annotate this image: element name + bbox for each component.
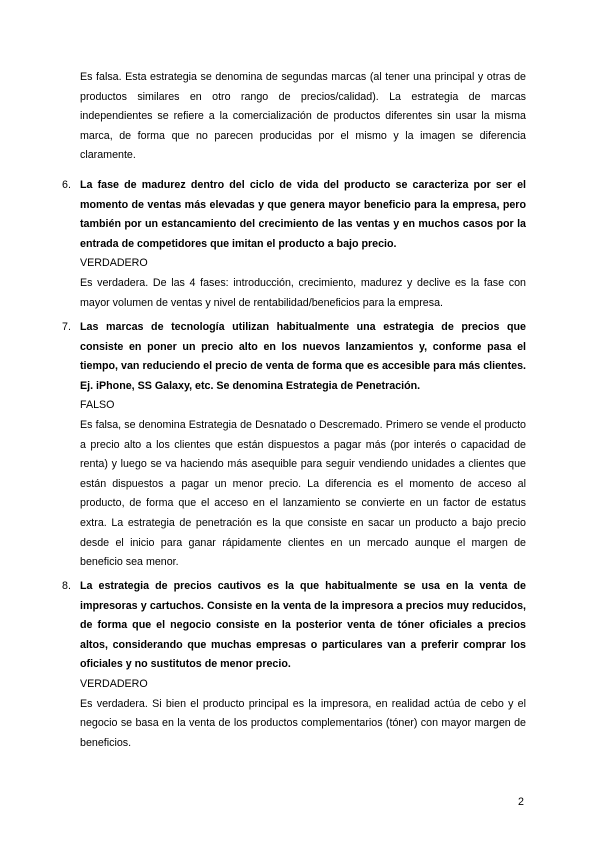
item-question: Las marcas de tecnología utilizan habitualmente una estrategia de precios que consiste en poner un precio alto en los nuevos lanzamientos y, conforme pasa el tiempo, van reduciendo el precio de venta de forma que es accesible para más clientes. Ej. iPhone, SS Galaxy, etc. Se denomina Estrategia de Penetración. <box>80 321 526 392</box>
item-number: 8. <box>62 580 71 592</box>
item-answer: FALSO <box>80 399 115 412</box>
item-number: 6. <box>62 179 71 191</box>
item-question: La estrategia de precios cautivos es la que habitualmente se usa en la venta de impresoras y cartuchos. Consiste en la venta de la impresora a precios muy reducidos, de forma que el negocio consiste en la posterior venta de tóner oficiales a precios altos, considerando que muchas empresas o particulares van a preferir comprar los oficiales y no sustitutos de menor precio. <box>80 580 526 671</box>
intro-text: Es falsa. Esta estrategia se denomina de segundas marcas (al tener una principal y otras de productos similares en otro rango de precios/calidad). La estrategia de marcas independientes se refiere a la comercialización de productos diferentes sin usar la misma marca, de forma que no parecen producidas por el mismo y la imagen se diferencia claramente. <box>80 71 526 162</box>
item-explanation: Es verdadera. De las 4 fases: introducción, crecimiento, madurez y declive es la fase con mayor volumen de ventas y nivel de rentabilidad/beneficios para la empresa. <box>80 276 526 309</box>
item-8 <box>62 577 526 753</box>
item-7 <box>62 318 526 573</box>
item-number: 7. <box>62 321 71 333</box>
item-answer: VERDADERO <box>80 677 148 690</box>
intro-paragraph <box>80 68 526 166</box>
item-explanation: Es falsa, se denomina Estrategia de Desnatado o Descremado. Primero se vende el producto a precio alto a los clientes que están dispuestos a pagar más (por interés o capacidad de renta) y luego se va haciendo más asequible para seguir vendiendo unidades a clientes que están dispuestos a pagar un menor precio. La diferencia es el momento de acceso al producto, de forma que el acceso en el lanzamiento se convierte en un factor de estatus extra. La estrategia de penetración es la que consiste en sacar un producto a bajo precio desde el inicio para ganar rápidamente clientes en un mercado aunque el margen de beneficio sea menor. <box>80 418 526 569</box>
item-question: La fase de madurez dentro del ciclo de vida del producto se caracteriza por ser el momento de ventas más elevadas y que genera mayor beneficio para la empresa, pero también por un estancamiento del crecimiento de las ventas y en muchos casos por la entrada de competidores que imitan el producto a bajo precio. <box>80 179 526 250</box>
item-answer: VERDADERO <box>80 257 148 270</box>
page-number: 2 <box>518 796 524 808</box>
item-6 <box>62 176 526 313</box>
item-explanation: Es verdadera. Si bien el producto principal es la impresora, en realidad actúa de cebo y el negocio se basa en la venta de los productos complementarios (tóner) con mayor margen de beneficios. <box>80 697 526 749</box>
